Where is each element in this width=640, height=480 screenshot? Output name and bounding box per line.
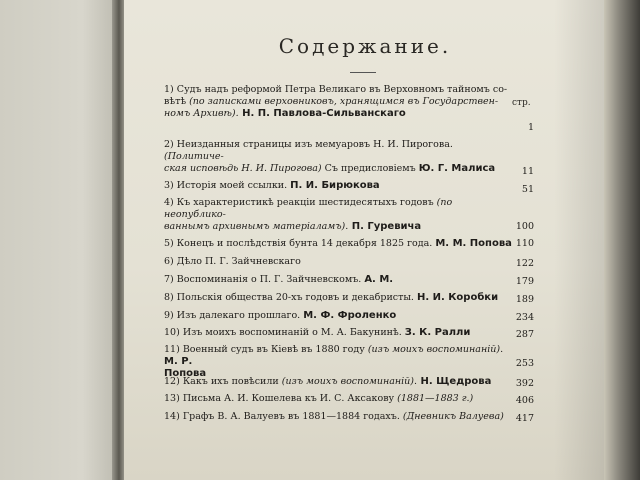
page-shadow — [554, 0, 606, 480]
toc-entry: 12) Какъ ихъ повѣсили (изъ моихъ воспоминаній). Н. Щедрова — [164, 376, 492, 387]
toc-entry: 9) Изъ далекаго прошлаго. М. Ф. Фроленко — [164, 310, 397, 321]
toc-page-number: 179 — [515, 276, 534, 287]
toc-page-number: 100 — [515, 221, 534, 232]
page-column-label: стр. — [512, 98, 531, 108]
left-page — [0, 0, 118, 480]
toc-page-number: 287 — [515, 329, 534, 340]
toc-entry: 2) Неизданныя страницы изъ мемуаровъ Н. И. Пирогова. (Политиче- ская исповѣдь Н. И. Пирогова) Съ предисловіемъ Ю. Г. Малиса — [164, 139, 496, 174]
toc-entry: 10) Изъ моихъ воспоминаній о М. А. Бакунинѣ. З. К. Ралли — [164, 327, 471, 338]
toc-entry: 3) Исторія моей ссылки. П. И. Бирюкова — [164, 180, 380, 191]
toc-entry: 13) Письма А. И. Кошелева къ И. С. Аксакову (1881—1883 г.) — [164, 393, 474, 404]
toc-page-number: 392 — [515, 378, 534, 389]
toc-page-number: 1 — [527, 122, 534, 133]
toc-entry: 5) Конецъ и послѣдствія бунта 14 декабря 1825 года. М. М. Попова — [164, 238, 512, 249]
toc-page-number: 234 — [515, 312, 534, 323]
toc-entry: 4) Къ характеристикѣ реакціи шестидесятыхъ годовъ (по неопублико- ваннымъ архивнымъ матеріаламъ). П. Гуревича — [164, 197, 453, 232]
toc-page-number: 11 — [521, 166, 534, 177]
toc-entry: 1) Судъ надъ реформой Петра Великаго въ Верховномъ тайномъ со- вѣтѣ (по записками верховниковъ, хранящимся въ Государствен- номъ Архивѣ). Н. П. Павлова-Сильванскаго — [164, 84, 508, 119]
toc-page-number: 253 — [515, 358, 534, 369]
toc-entry: 14) Графъ В. А. Валуевъ въ 1881—1884 годахъ. (Дневникъ Валуева) — [164, 411, 504, 422]
toc-page-number: 189 — [515, 294, 534, 305]
page-title: Содержание. — [278, 34, 452, 58]
toc-page-number: 110 — [515, 238, 534, 249]
toc-entry: 11) Военный судъ въ Кіевѣ въ 1880 году (изъ моихъ воспоминаній). М. Р. Попова — [164, 344, 504, 379]
contents-page — [124, 0, 606, 480]
title-rule — [350, 72, 376, 73]
toc-page-number: 122 — [515, 258, 534, 269]
page-edge — [604, 0, 640, 480]
toc-page-number: 51 — [521, 184, 534, 195]
toc-page-number: 417 — [515, 413, 534, 424]
toc-entry: 7) Воспоминанія о П. Г. Зайчневскомъ. А. М. — [164, 274, 394, 285]
toc-page-number: 406 — [515, 395, 534, 406]
toc-entry: 6) Дѣло П. Г. Зайчневскаго — [164, 256, 301, 267]
toc-entry: 8) Польскія общества 20-хъ годовъ и декабристы. Н. И. Коробки — [164, 292, 499, 303]
